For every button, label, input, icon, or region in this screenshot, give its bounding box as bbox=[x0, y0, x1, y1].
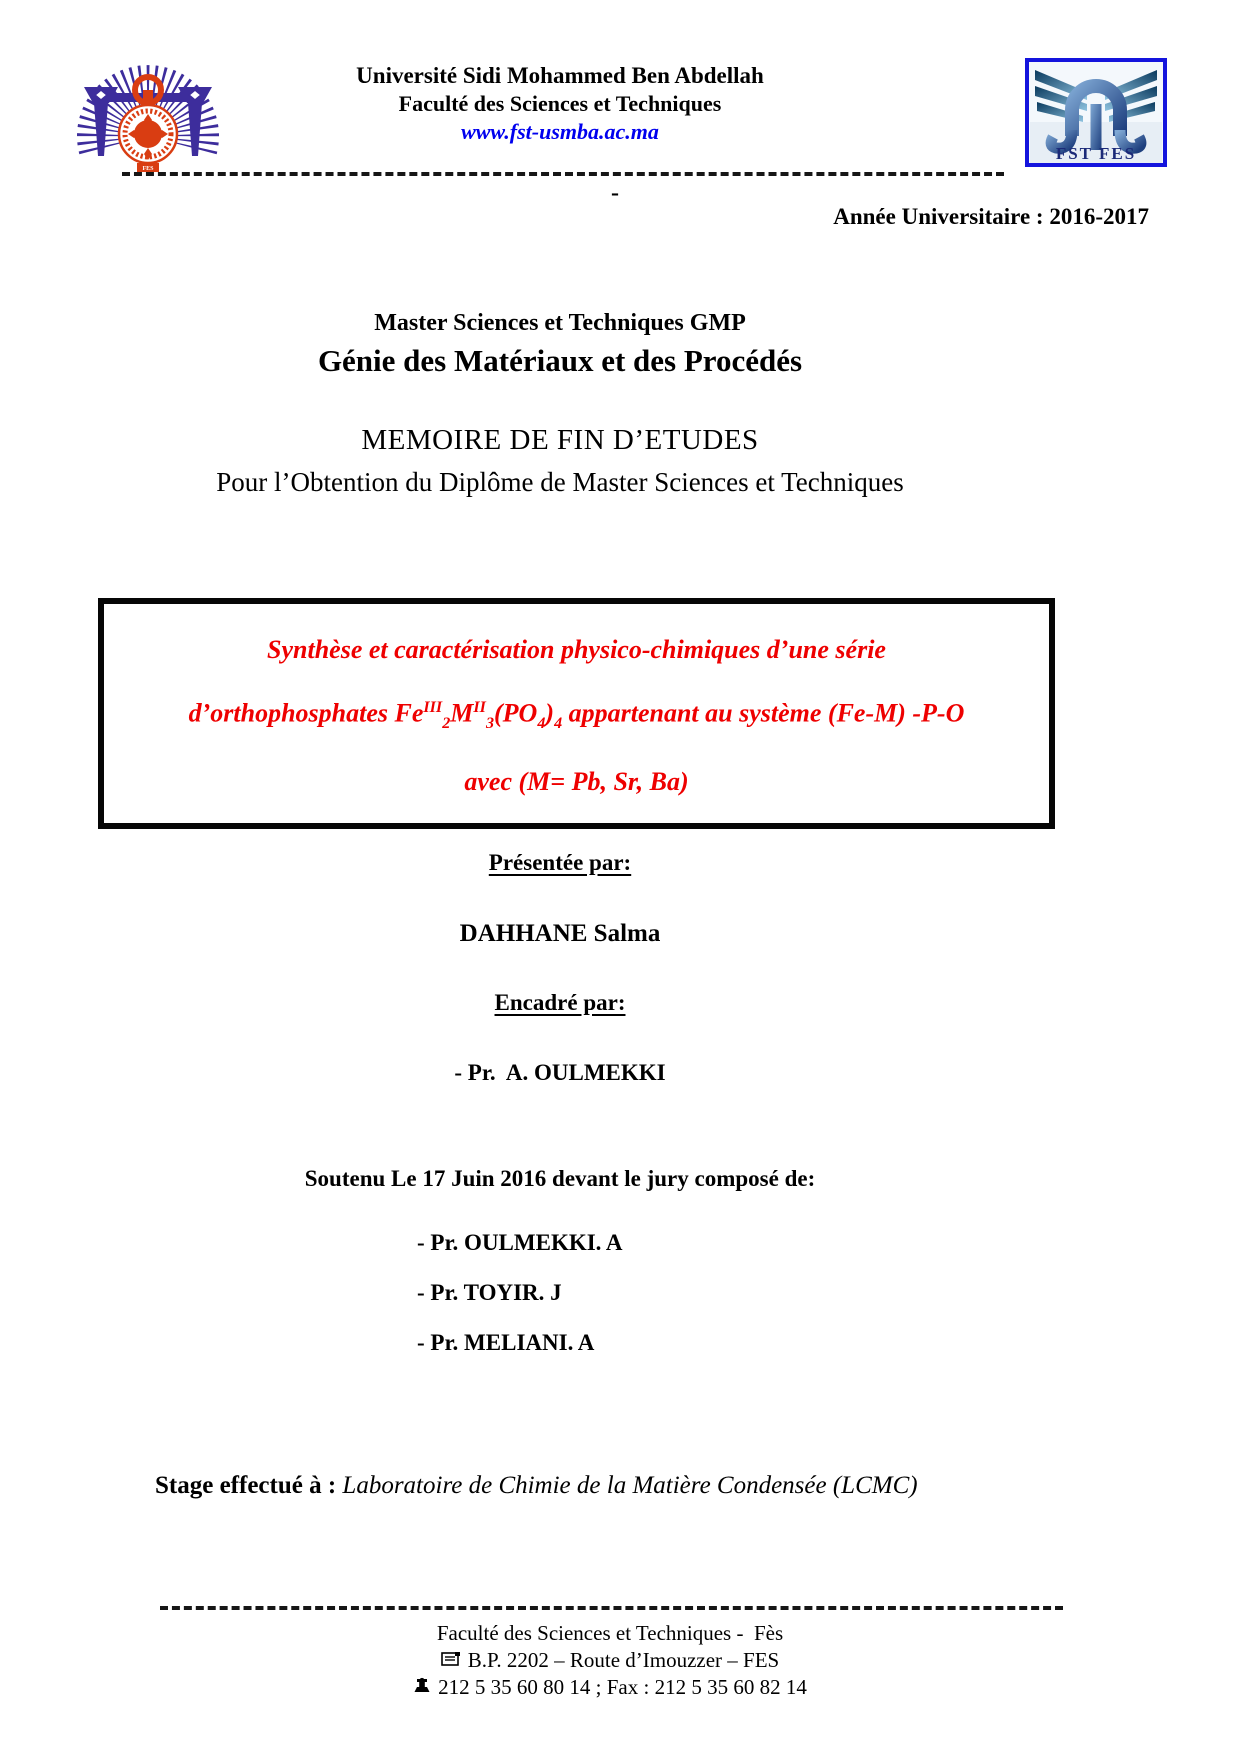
fst-fes-logo-graphic bbox=[1025, 58, 1167, 168]
presented-by-label: Présentée par: bbox=[488, 850, 632, 875]
program-title: Génie des Matériaux et des Procédés bbox=[317, 343, 803, 378]
university-name: Université Sidi Mohammed Ben Abdellah bbox=[356, 63, 764, 88]
supervised-by-label: Encadré par: bbox=[494, 990, 626, 1015]
student-name: DAHHANE Salma bbox=[459, 920, 661, 947]
fst-fes-logo-label: FST FES bbox=[1055, 144, 1137, 163]
jury-member: - Pr. OULMEKKI. A bbox=[417, 1230, 623, 1255]
internship-label: Stage effectué à : bbox=[155, 1472, 337, 1499]
footer-phones: 212 5 35 60 80 14 ; Fax : 212 5 35 60 82 14 bbox=[438, 1675, 807, 1699]
mail-icon bbox=[441, 1647, 461, 1674]
subject-line-2-formula: d’orthophosphates $Fe^{III}_2M^{II}_3(PO_4)_4$ appartenant au système (Fe-M) -P-O bbox=[188, 698, 965, 732]
subject-line-1: Synthèse et caractérisation physico-chimiques d’une série bbox=[267, 635, 886, 664]
jury-list bbox=[417, 1228, 623, 1378]
footer-address: B.P. 2202 – Route d’Imouzzer – FES bbox=[467, 1648, 780, 1672]
footer-faculty-line: Faculté des Sciences et Techniques - Fès bbox=[436, 1621, 784, 1645]
thesis-subject-box bbox=[98, 598, 1055, 829]
diploma-purpose: Pour l’Obtention du Diplôme de Master Sciences et Techniques bbox=[216, 467, 904, 497]
usmba-logo-graphic bbox=[64, 50, 232, 174]
website-link[interactable]: www.fst-usmba.ac.ma bbox=[461, 119, 659, 144]
header-text-block bbox=[300, 62, 820, 149]
footer-block bbox=[50, 1620, 1170, 1701]
supervisor-name: - Pr. A. OULMEKKI bbox=[454, 1060, 666, 1085]
master-title: Master Sciences et Techniques GMP bbox=[374, 310, 746, 336]
phone-icon bbox=[413, 1674, 431, 1701]
usmba-logo-label: FES bbox=[142, 166, 154, 172]
academic-year: Année Universitaire : 2016-2017 bbox=[833, 204, 1149, 229]
defense-intro: Soutenu Le 17 Juin 2016 devant le jury composé de: bbox=[304, 1166, 816, 1191]
jury-member: - Pr. TOYIR. J bbox=[417, 1280, 562, 1305]
faculty-name: Faculté des Sciences et Techniques bbox=[398, 91, 722, 116]
usmba-logo bbox=[64, 50, 232, 174]
small-separator-dash: - bbox=[611, 180, 619, 206]
internship-place: Laboratoire de Chimie de la Matière Condensée (LCMC) bbox=[336, 1472, 918, 1499]
memoire-title: MEMOIRE DE FIN D’ETUDES bbox=[361, 424, 759, 456]
top-dashed-divider bbox=[122, 172, 1004, 176]
internship-line bbox=[155, 1472, 918, 1500]
fst-fes-logo bbox=[1025, 58, 1167, 168]
jury-member: - Pr. MELIANI. A bbox=[417, 1330, 595, 1355]
subject-line-3: avec (M= Pb, Sr, Ba) bbox=[464, 766, 689, 796]
bottom-dashed-divider bbox=[160, 1606, 1063, 1610]
